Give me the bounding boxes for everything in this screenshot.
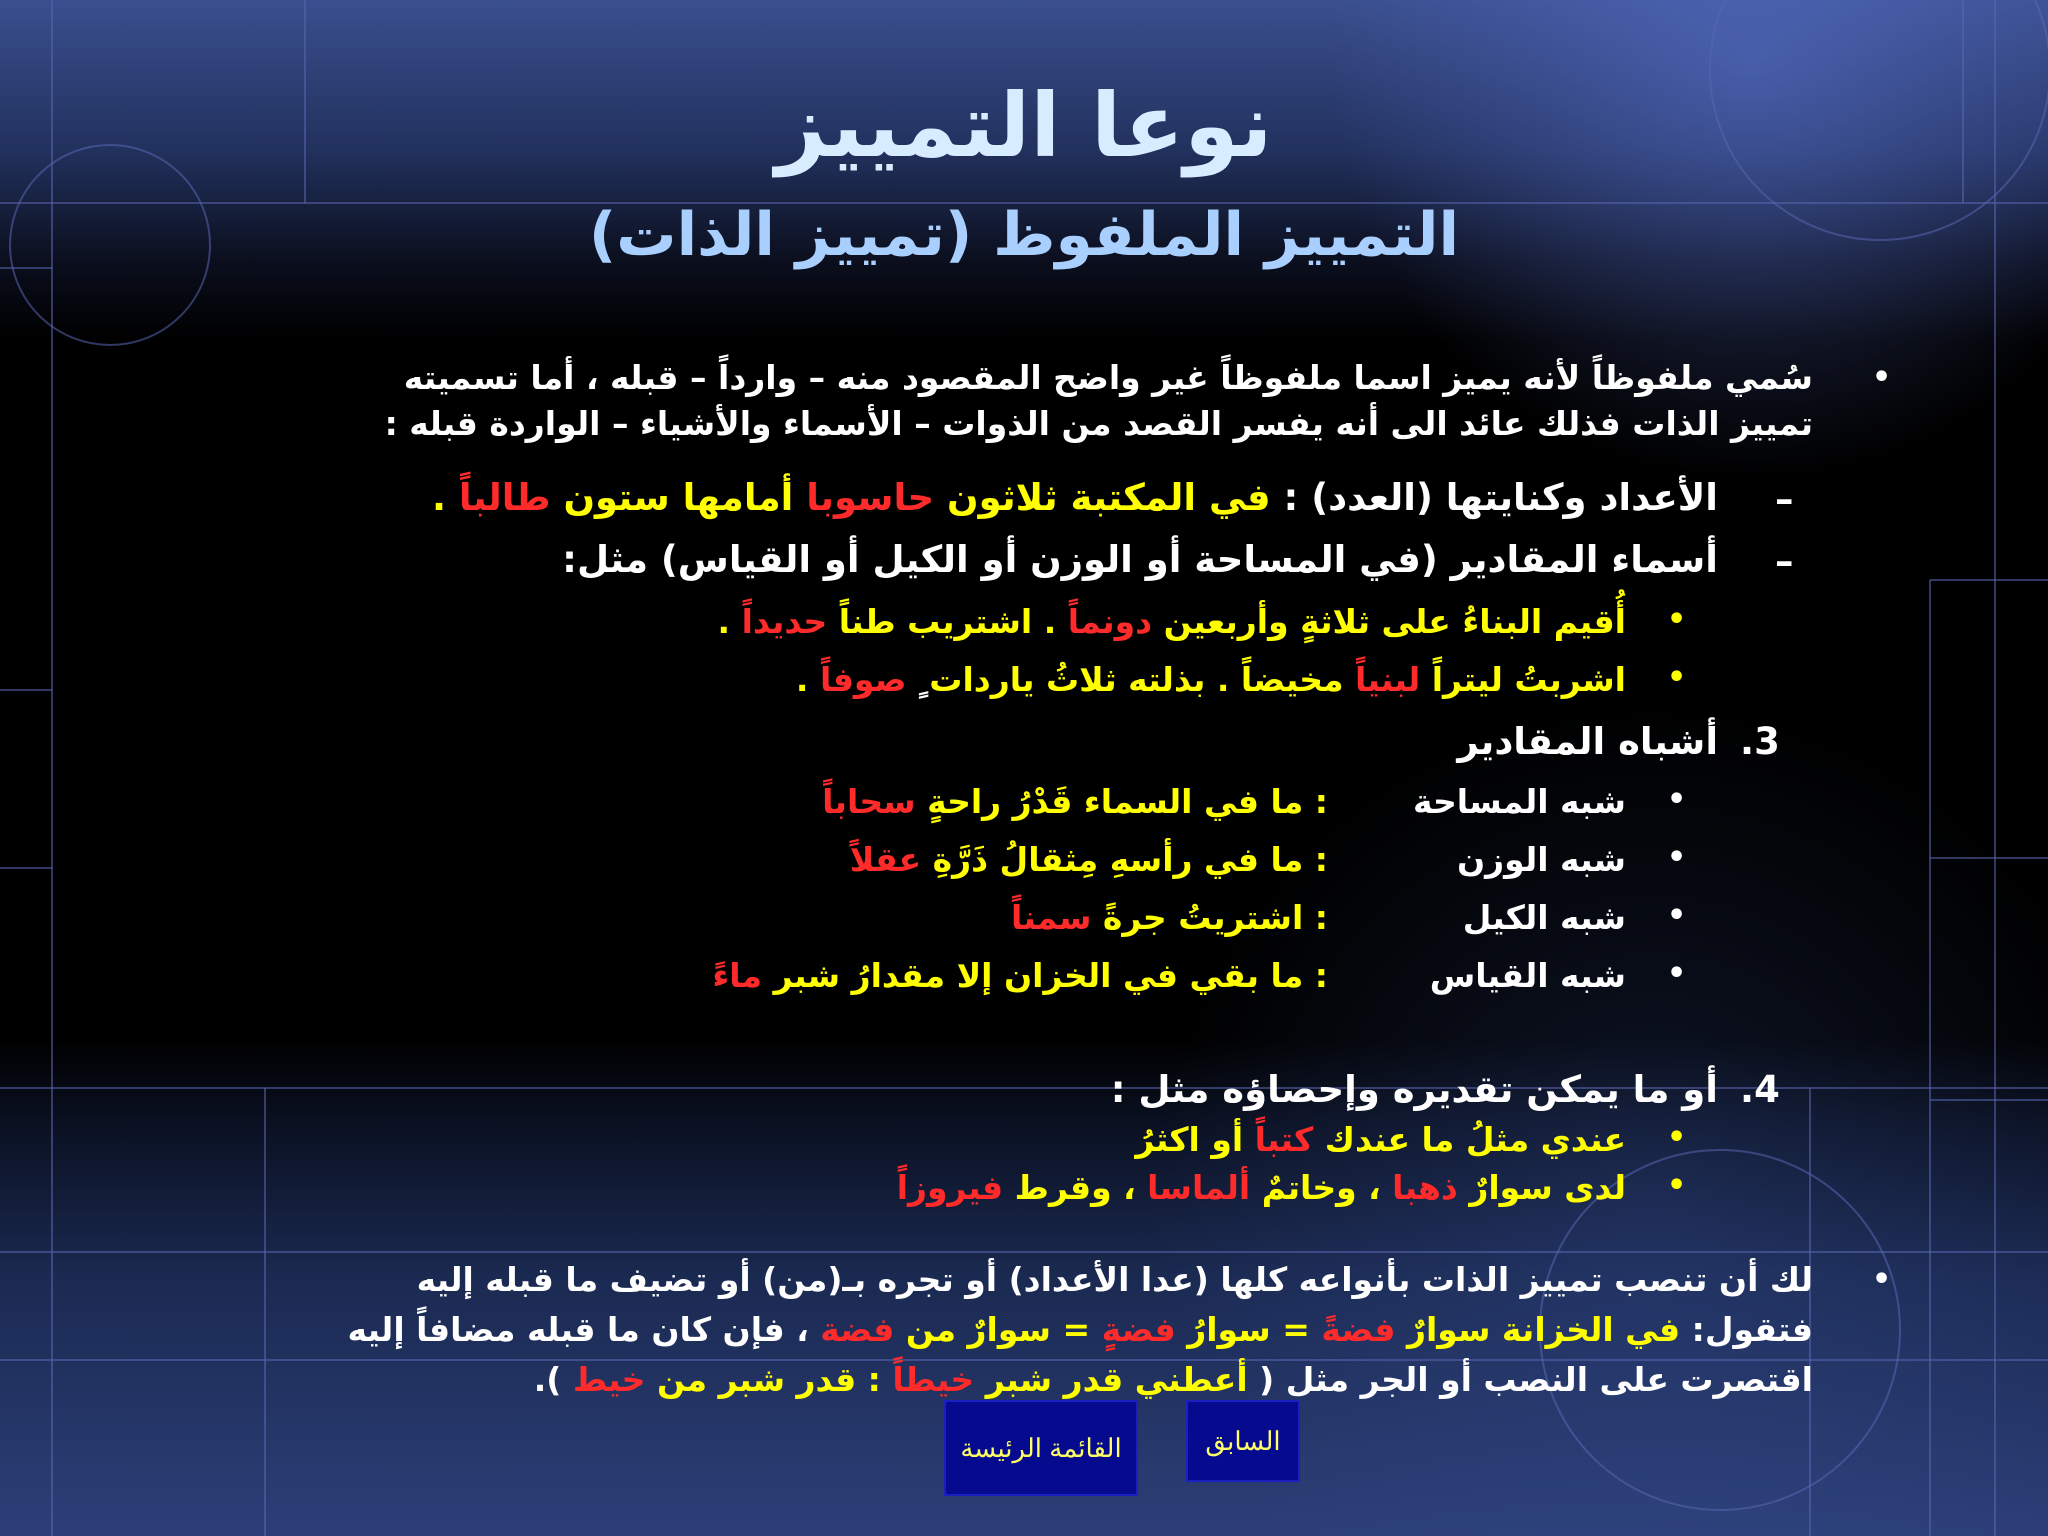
item4-ex1-c: أو اكثرُ <box>1135 1120 1244 1159</box>
closing-2b: في الخزانة سوارٌ <box>1406 1310 1681 1349</box>
item1-label: الأعداد وكنايتها (العدد) : <box>1283 476 1718 519</box>
item3-row-bullet: • <box>1667 898 1687 933</box>
item4-number: 4. <box>1740 1068 1780 1111</box>
item1-example-b: حاسوبا <box>806 476 935 519</box>
home-menu-button[interactable]: القائمة الرئيسة <box>944 1400 1138 1496</box>
item3-row-bullet: • <box>1667 840 1687 875</box>
item1-example-e: . <box>431 476 447 519</box>
previous-button[interactable]: السابق <box>1186 1400 1300 1482</box>
item3-row-example <box>712 956 1328 995</box>
closing-line-2 <box>347 1310 1813 1349</box>
closing-3c: خيطاً <box>892 1360 975 1399</box>
item2-label: أسماء المقادير (في المساحة أو الوزن أو الكيل أو القياس) مثل: <box>562 538 1718 581</box>
item1-dash: – <box>1775 478 1794 521</box>
item1-example-d: طالباً <box>458 476 551 519</box>
item4-ex2-d: ألماسا <box>1147 1168 1251 1207</box>
closing-bullet: • <box>1872 1262 1892 1297</box>
slide-subtitle: التمييز الملفوظ (تمييز الذات) <box>588 200 1460 270</box>
item3-row-label: شبه المساحة <box>1412 782 1626 821</box>
item3-label: أشباه المقادير <box>1457 720 1718 763</box>
closing-line-1: لك أن تنصب تمييز الذات بأنواعه كلها (عدا الأعداد) أو تجره بـ(من) أو تضيف ما قبله إليه <box>416 1260 1813 1299</box>
item2-ex2-a: اشربتُ ليتراً <box>1431 660 1626 699</box>
item2-ex2-b: لبنياً <box>1355 660 1421 699</box>
item3-row-example-red: عقلاً <box>849 840 922 879</box>
item3-row-sep: : <box>1314 782 1328 821</box>
closing-2e: فضةٍ <box>1101 1310 1176 1349</box>
item3-row-example-text: ما في السماء قَدْرُ راحةٍ <box>927 782 1304 821</box>
item3-row-label: شبه الوزن <box>1457 840 1626 879</box>
item1-example-c: أمامها ستون <box>563 476 794 519</box>
item4-ex1-line <box>1135 1120 1626 1159</box>
item2-ex1-d: حديداً <box>741 602 828 641</box>
item4-label: أو ما يمكن تقديره وإحصاؤه مثل : <box>1110 1068 1718 1111</box>
item4-ex1-b: كتباً <box>1254 1120 1314 1159</box>
item2-ex2-d: ٍ صوفاً <box>819 660 919 699</box>
item2-ex2-c: مخيضاً . بذلته ثلاثُ ياردات <box>929 660 1344 699</box>
item4-ex2-bullet: • <box>1667 1168 1687 1203</box>
closing-3b: أعطني قدر شبر <box>985 1360 1248 1399</box>
closing-3e: خيط <box>572 1360 646 1399</box>
item3-row-sep: : <box>1314 840 1328 879</box>
item3-row-sep: : <box>1314 898 1328 937</box>
item4-ex2-e: ، وقرط <box>1014 1168 1136 1207</box>
item1-line <box>432 476 1718 519</box>
item4-ex1-bullet: • <box>1667 1120 1687 1155</box>
item2-ex2-e: . <box>795 660 809 699</box>
closing-3d: : قدر شبر من <box>656 1360 881 1399</box>
item3-row-example-text: اشتريتُ جرةً <box>1102 898 1304 937</box>
item3-row-label: شبه الكيل <box>1462 898 1626 937</box>
item3-row-example-text: ما في رأسهِ مِثقالُ ذَرَّةِ <box>932 840 1304 879</box>
intro-bullet: • <box>1872 360 1892 395</box>
closing-line-3 <box>534 1360 1813 1399</box>
closing-2a: فتقول: <box>1691 1310 1813 1349</box>
item4-ex2-a: لدى سوارٌ <box>1469 1168 1626 1207</box>
closing-3a: اقتصرت على النصب أو الجر مثل ( <box>1259 1360 1813 1399</box>
item3-row-bullet: • <box>1667 956 1687 991</box>
item1-example-a: في المكتبة ثلاثون <box>947 476 1271 519</box>
item2-ex2-bullet: • <box>1667 660 1687 695</box>
item4-ex2-f: فيروزاً <box>896 1168 1004 1207</box>
closing-2h: ، فإن كان ما قبله مضافاً إليه <box>347 1310 809 1349</box>
item2-ex1-a: أُقيم البناءُ على ثلاثةٍ وأربعين <box>1163 602 1626 641</box>
intro-line-1: سُمي ملفوظاً لأنه يميز اسما ملفوظاً غير واضح المقصود منه – وارداً – قبله ، أما تسميته <box>403 358 1813 397</box>
item3-row-example-red: سحاباً <box>822 782 916 821</box>
closing-2f: = سوارٌ من <box>905 1310 1091 1349</box>
item2-ex2-line <box>796 660 1626 699</box>
closing-3f: ). <box>533 1360 562 1399</box>
item3-row-example <box>1011 898 1328 937</box>
item4-ex2-c: ، وخاتمٌ <box>1261 1168 1381 1207</box>
item2-ex1-e: . <box>717 602 731 641</box>
item4-ex1-a: عندي مثلُ ما عندك <box>1324 1120 1626 1159</box>
item3-row-example-red: سمناً <box>1010 898 1092 937</box>
item3-row-sep: : <box>1314 956 1328 995</box>
item3-row-example-red: ماءً <box>712 956 763 995</box>
item4-ex2-b: ذهبا <box>1392 1168 1458 1207</box>
item2-ex1-bullet: • <box>1667 602 1687 637</box>
item3-row-bullet: • <box>1667 782 1687 817</box>
item2-ex1-line <box>718 602 1626 641</box>
closing-2d: = سوارُ <box>1187 1310 1310 1349</box>
item4-ex2-line <box>897 1168 1626 1207</box>
item3-number: 3. <box>1740 720 1780 763</box>
closing-2c: فضةً <box>1321 1310 1396 1349</box>
intro-line-2: تمييز الذات فذلك عائد الى أنه يفسر القصد من الذوات – الأسماء والأشياء – الواردة قبله : <box>384 404 1813 443</box>
item2-ex1-c: . اشتريب طناً <box>838 602 1057 641</box>
item3-row-label: شبه القياس <box>1429 956 1626 995</box>
item3-row-example <box>822 782 1328 821</box>
item3-row-example <box>850 840 1328 879</box>
closing-2g: فضة <box>820 1310 895 1349</box>
slide-title: نوعا التمييز <box>775 74 1273 177</box>
item2-ex1-b: دونماً <box>1067 602 1153 641</box>
item3-row-example-text: ما بقي في الخزان إلا مقدارُ شبر <box>773 956 1304 995</box>
item2-dash: – <box>1775 540 1794 583</box>
